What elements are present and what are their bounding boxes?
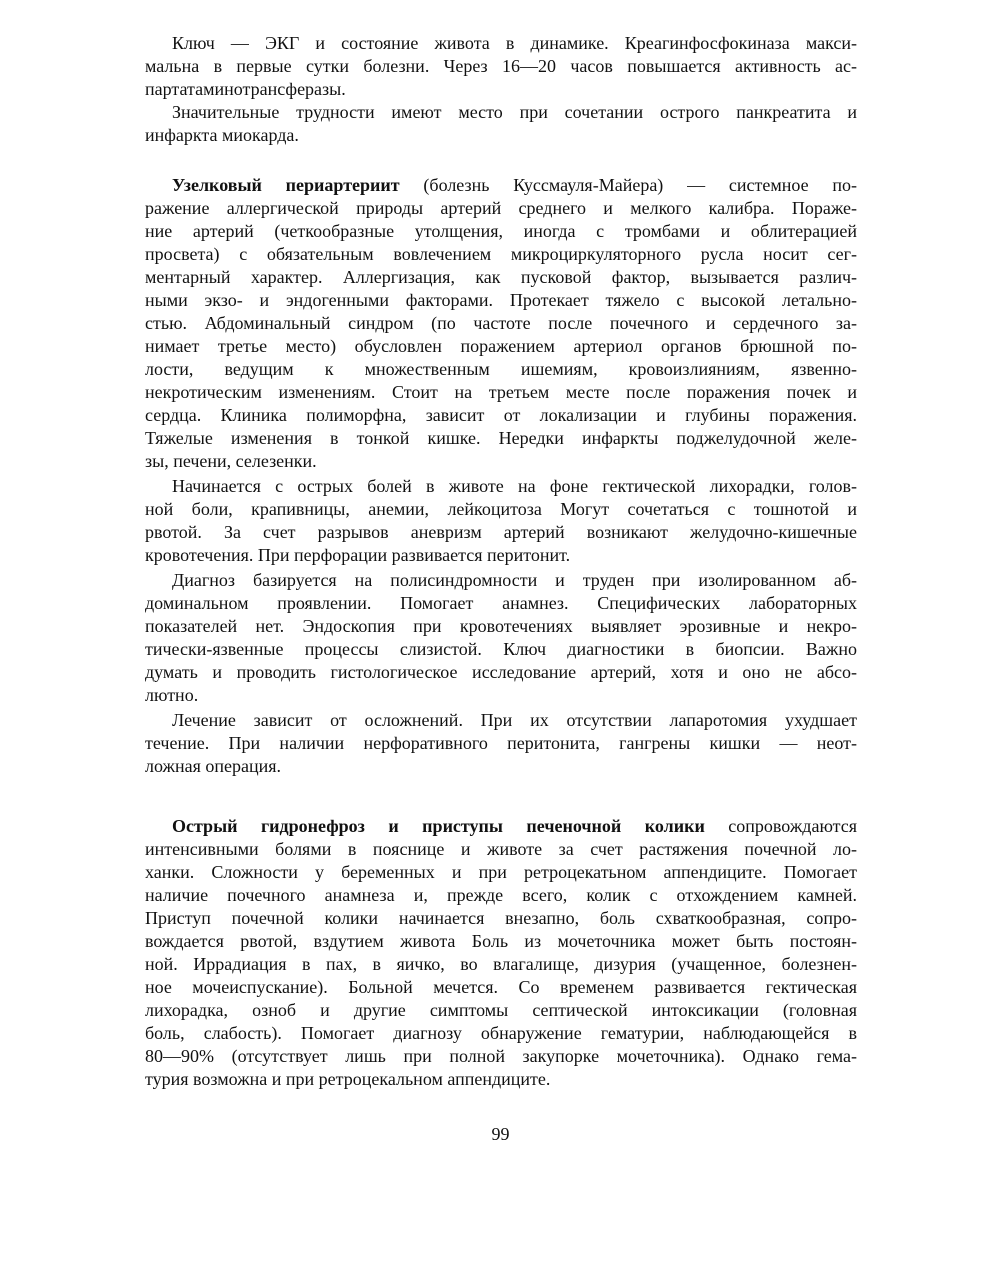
text-line: ханки. Сложности у беременных и при ретроцекатьном аппендиците. Помогает [145, 862, 857, 882]
text-line [172, 815, 857, 838]
text-line: партатаминотрансферазы. [145, 79, 346, 99]
text-line: наличие почечного анамнеза и, прежде всего, колик с отхождением камней. [145, 885, 857, 905]
text-line: стью. Абдоминальный синдром (по частоте после почечного и сердечного за- [145, 313, 857, 333]
text-line: ментарный характер. Аллергизация, как пусковой фактор, вызывается различ- [145, 267, 857, 287]
text-line: тически-язвенные процессы слизистой. Ключ диагностики в биопсии. Важно [145, 639, 857, 659]
text-line: рвотой. За счет разрывов аневризм артерий возникают желудочно-кишечные [145, 522, 857, 542]
text-line: вождается рвотой, вздутием живота Боль из мочеточника может быть постоян- [145, 931, 857, 951]
text-line: интенсивными болями в пояснице и животе за счет растяжения почечной ло- [145, 839, 857, 859]
page-number: 99 [491, 1124, 510, 1144]
section-heading: Узелковый периартериит [172, 175, 400, 195]
text-line: нимает третье место) обусловлен поражением артериол органов брюшной по- [145, 336, 857, 356]
text-line: Диагноз базируется на полисиндромности и труден при изолированном аб- [172, 570, 857, 590]
text-line: Начинается с острых болей в животе на фоне гектической лихорадки, голов- [172, 476, 857, 496]
text-line: некротическим изменениям. Стоит на третьем месте после поражения почек и [145, 382, 857, 402]
text-line: думать и проводить гистологическое исследование артерий, хотя и оно не абсо- [145, 662, 857, 682]
text-line: ное мочеиспускание). Больной мечется. Со временем развивается гектическая [145, 977, 857, 997]
text-line: Приступ почечной колики начинается внезапно, боль схваткообразная, сопро- [145, 908, 857, 928]
text-line: инфаркта миокарда. [145, 125, 299, 145]
text-line: Лечение зависит от осложнений. При их отсутствии лапаротомия ухудшает [172, 710, 857, 730]
text-line: показателей нет. Эндоскопия при кровотечениях выявляет эрозивные и некро- [145, 616, 857, 636]
text-line: зы, печени, селезенки. [145, 451, 317, 471]
text-line: ной. Иррадиация в пах, в яичко, во влагалище, дизурия (учащенное, болезнен- [145, 954, 857, 974]
text-line: боль, слабость). Помогает диагнозу обнаружение гематурии, наблюдающейся в [145, 1023, 857, 1043]
section-heading: Острый гидронефроз и приступы печеночной колики [172, 816, 705, 836]
text-line: лости, ведущим к множественным ишемиям, кровоизлияниям, язвенно- [145, 359, 857, 379]
text-line: Тяжелые изменения в тонкой кишке. Нередки инфаркты поджелудочной желе- [145, 428, 857, 448]
text-line: лютно. [145, 685, 199, 705]
text-line [172, 174, 857, 197]
text-line: кровотечения. При перфорации развивается перитонит. [145, 545, 571, 565]
text-span: сопровождаются [704, 816, 858, 836]
text-line: ложная операция. [145, 756, 282, 776]
text-line: ной боли, крапивницы, анемии, лейкоцитоза Могут сочетаться с тошнотой и [145, 499, 857, 519]
text-line: ными экзо- и эндогенными факторами. Протекает тяжело с высокой летально- [145, 290, 857, 310]
text-line: сердца. Клиника полиморфна, зависит от локализации и глубины поражения. [145, 405, 857, 425]
text-span: (болезнь Куссмауля-Майера) — системное по- [399, 175, 857, 195]
text-line: Ключ — ЭКГ и состояние живота в динамике. Креагинфосфокиназа макси- [172, 33, 857, 53]
text-line: ражение аллергической природы артерий среднего и мелкого калибра. Пораже- [145, 198, 857, 218]
text-line: ние артерий (четкообразные утолщения, иногда с тромбами и облитерацией [145, 221, 857, 241]
text-line: доминальном проявлении. Помогает анамнез. Специфических лабораторных [145, 593, 857, 613]
text-line: Значительные трудности имеют место при сочетании острого панкреатита и [172, 102, 857, 122]
text-line: течение. При наличии нерфоративного перитонита, гангрены кишки — неот- [145, 733, 857, 753]
text-line: мальна в первые сутки болезни. Через 16—20 часов повышается активность ас- [145, 56, 857, 76]
text-line: просвета) с обязательным вовлечением микроциркуляторного русла носит сег- [145, 244, 857, 264]
text-line: лихорадка, озноб и другие симптомы септической интоксикации (головная [145, 1000, 857, 1020]
text-line: турия возможна и при ретроцекальном аппендиците. [145, 1069, 551, 1089]
text-line: 80—90% (отсутствует лишь при полной закупорке мочеточника). Однако гема- [145, 1046, 857, 1066]
